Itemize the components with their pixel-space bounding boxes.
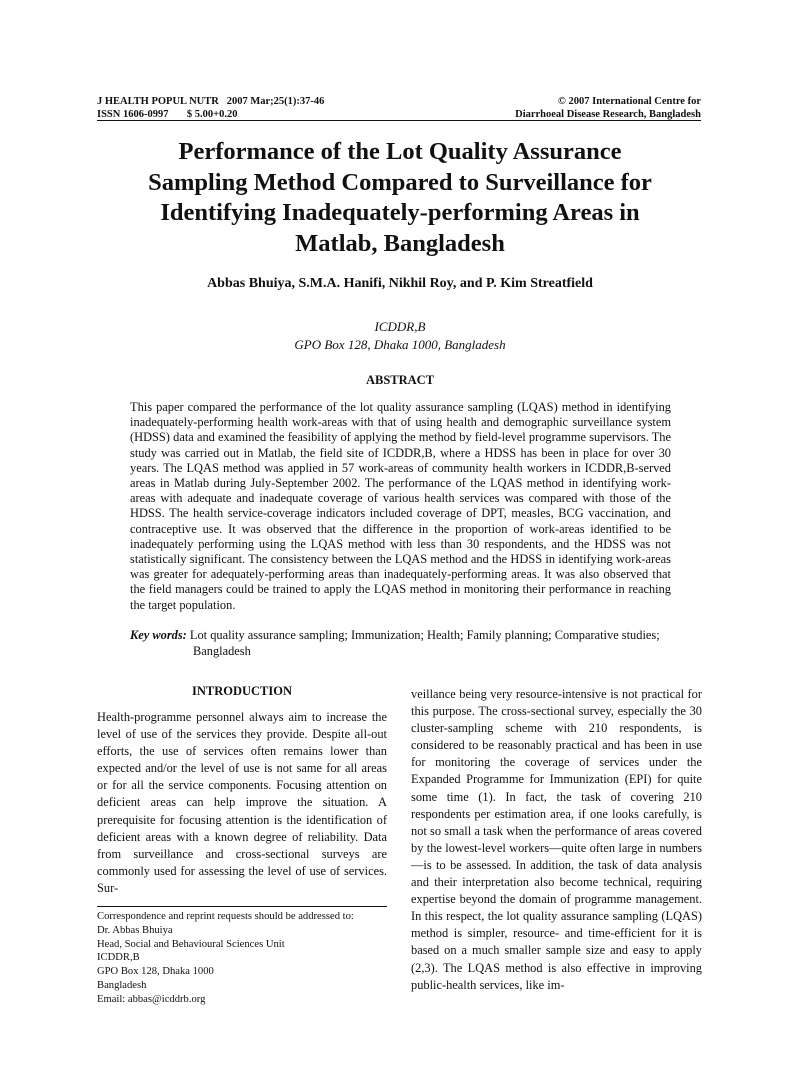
- keywords-text: Lot quality assurance sampling; Immunization; Health; Family planning; Comparative studies; Bangladesh: [189, 628, 660, 658]
- copyright-line: © 2007 International Centre for: [558, 96, 701, 107]
- footnote-email: Email: abbas@icddrb.org: [97, 993, 206, 1005]
- title-line: Identifying Inadequately-performing Areas in: [160, 199, 640, 226]
- header-divider: [97, 120, 701, 121]
- copyright-org: Diarrhoeal Disease Research, Bangladesh: [515, 109, 701, 120]
- journal-header-left: [97, 95, 324, 121]
- footnote-line: Head, Social and Behavioural Sciences Unit: [97, 938, 285, 950]
- journal-citation: J HEALTH POPUL NUTR 2007 Mar;25(1):37-46: [97, 96, 325, 107]
- introduction-heading: INTRODUCTION: [191, 684, 292, 698]
- footnote-line: Bangladesh: [97, 980, 147, 992]
- abstract-heading: ABSTRACT: [365, 373, 435, 387]
- title-line: Sampling Method Compared to Surveillance for: [148, 168, 652, 196]
- footnote-line: Dr. Abbas Bhuiya: [97, 924, 173, 936]
- affiliation: [100, 318, 700, 354]
- footnote-line: Correspondence and reprint requests should be addressed to:: [97, 911, 354, 923]
- paper-title: [100, 137, 700, 259]
- journal-issn: ISSN 1606-0997 $ 5.00+0.20: [97, 109, 238, 120]
- footnote-line: GPO Box 128, Dhaka 1000: [97, 966, 214, 978]
- introduction-paragraph-left: Health-programme personnel always aim to increase the level of use of the services they provide. Despite all-out efforts, the use of services often remains lower than expected and/or the level of use is not same for all areas or for all the service components. Focusing attention on deficient areas can help improve the situation. A prerequisite for focusing attention is the identification of deficient areas with a known degree of reliability. Data from surveillance and cross-sectional surveys are commonly used for assessing the level of use of services. Sur-: [97, 710, 387, 895]
- author-list: Abbas Bhuiya, S.M.A. Hanifi, Nikhil Roy, and P. Kim Streatfield: [207, 276, 593, 291]
- abstract-text: This paper compared the performance of the lot quality assurance sampling (LQAS) method in identifying inadequately-performing health work-areas with that of using health and demographic surveillance system (HDSS) data and examined the feasibility of applying the method by field-level programme supervisors. The study was carried out in Matlab, the field site of ICDDR,B, where a HDSS has been in place for over 30 years. The LQAS method was applied in 57 work-areas of community health workers in ICDDR,B-served areas in Matlab during July-September 2002. The performance of the LQAS method in identifying work-areas with adequate and inadequate coverage of various health services was compared with those of the HDSS. The health service-coverage indicators included coverage of DPT, measles, BCG vaccination, and contraceptive use. It was observed that the difference in the proportion of work-areas identified to be inadequately performing using the LQAS method with less than 30 respondents, and the HDSS was not statistically significant. The consistency between the LQAS method and the HDSS in identifying work-areas was greater for adequately-performing areas than inadequately-performing areas. It was also observed that the field managers could be trained to apply the LQAS method in monitoring their performance in reaching the target population.: [130, 400, 671, 612]
- keywords-colon: :: [182, 628, 187, 642]
- footnote-divider: [97, 906, 387, 907]
- right-column: [411, 686, 702, 994]
- introduction-paragraph-right: veillance being very resource-intensive is not practical for this purpose. The cross-sectional survey, especially the 30 cluster-sampling scheme with 210 respondents, is considered to be reasonably practical and has been in use for monitoring the coverage of services under the Expanded Programme for Immunization (EPI) for quite some time (1). In fact, the task of covering 210 respondents per estimation area, if one looks carefully, is not so small a task when the performance of areas covered by the lowest-level workers—quite often large in numbers—is to be assessed. In addition, the task of data analysis and their interpretation also become technical, requiring expertise beyond the domain of programme management. In this respect, the lot quality assurance sampling (LQAS) method is simpler, resource- and time-efficient for it is based on a much smaller sample size and easy to apply (2,3). The LQAS method is also effective in improving public-health services, like im-: [411, 687, 702, 992]
- affiliation-institution: ICDDR,B: [374, 319, 426, 334]
- keywords: [130, 627, 671, 659]
- journal-header-right: [515, 95, 701, 121]
- affiliation-address: GPO Box 128, Dhaka 1000, Bangladesh: [294, 337, 506, 352]
- title-line: Matlab, Bangladesh: [295, 229, 505, 257]
- left-column: [97, 684, 387, 1007]
- footnote-line: ICDDR,B: [97, 952, 140, 964]
- keywords-label: Key words: [130, 628, 183, 642]
- title-line: Performance of the Lot Quality Assurance: [178, 138, 622, 165]
- correspondence-footnote: [97, 910, 387, 1007]
